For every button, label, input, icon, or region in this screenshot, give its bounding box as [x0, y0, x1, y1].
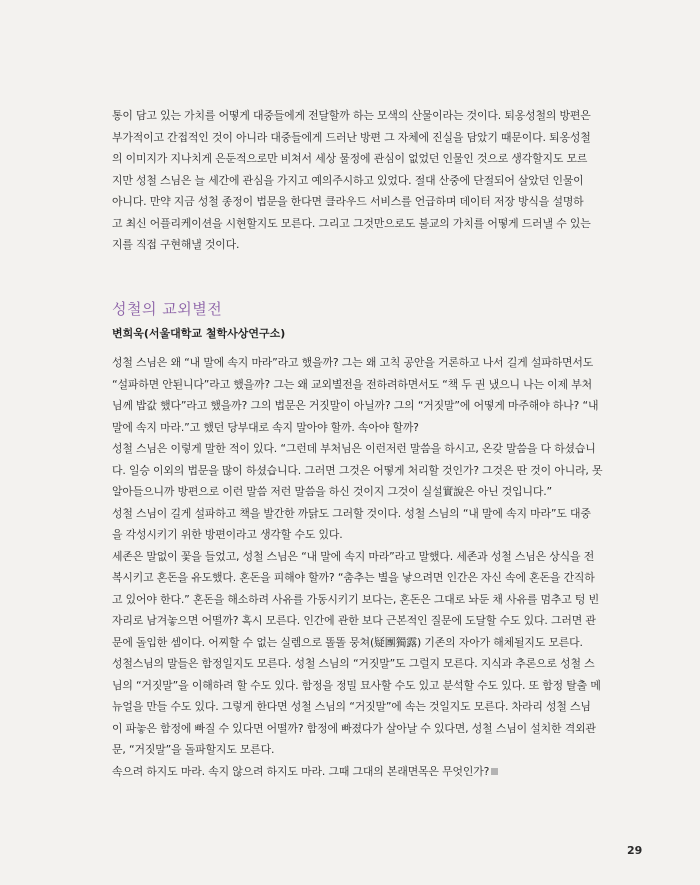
text-line: 문에 돌입한 셈이다. 어찌할 수 없는 실렘으로 똘똘 뭉쳐(疑團獨露) 기존의 자아가 해체될지도 모른다.	[112, 635, 583, 649]
text-line: 고 있어야 한다.” 혼돈을 해소하려 사유를 가동시키기 보다는, 혼돈은 그대로 놔둔 채 사유를 멈추고 텅 빈	[112, 592, 599, 606]
text-line: 알아들으니까 방편으로 이런 말씀 저런 말씀을 하신 것이지 그것이 실설實說은 아닌 것입니다.”	[112, 485, 553, 498]
page-number: 29	[627, 844, 643, 857]
text-line: 님의 “거짓말”을 이해하려 할 수도 있다. 함정을 정밀 묘사할 수도 있고 분석할 수도 있다. 또 함정 탈출 메	[112, 678, 601, 692]
text-line: “설파하면 안된니다”라고 했을까? 그는 왜 교외별전을 전하려하면서도 “책 두 권 냈으니 나는 이제 부처	[112, 377, 592, 391]
body-paragraph	[112, 352, 626, 782]
text-line: 문, “거짓말”을 돌파할지도 모른다.	[112, 743, 275, 756]
text-line: 님께 밥값 했다”라고 했을까? 그의 법문은 거짓말이 아닐까? 그의 “거짓말”에 어떻게 마주해야 하나? “내	[112, 399, 599, 412]
intro-paragraph	[112, 105, 626, 256]
text-line: 지를 직접 구현해낼 것이다.	[112, 238, 240, 251]
text-line: 고 최신 어플리케이션을 시현할지도 모른다. 그리고 그것만으로도 불교의 가치를 어떻게 드러낼 수 있는	[112, 216, 591, 230]
text-line: 복시키고 혼돈을 유도했다. 혼돈을 피해야 할까? “춤추는 별을 낳으려면 인간은 자신 속에 혼돈을 간직하	[112, 571, 595, 584]
text-line: 자리로 남겨놓으면 어떨까? 혹시 모른다. 인간에 관한 보다 근본적인 질문에 도달할 수도 있다. 그러면 관	[112, 614, 596, 627]
last-line	[112, 761, 626, 783]
text-line: 성철 스님이 길게 설파하고 책을 발간한 까닭도 그러할 것이다. 성철 스님의 “내 말에 속지 마라”도 대중	[112, 506, 591, 520]
text-line: 통이 담고 있는 가치를 어떻게 대중들에게 전달할까 하는 모색의 산물이라는 것이다. 퇴옹성철의 방편은	[112, 109, 591, 122]
text-line: 다. 일승 이외의 법문을 많이 하셨습니다. 그러면 그것은 어떻게 처리할 것인가? 그것은 딴 것이 아니라, 못	[112, 463, 603, 477]
end-mark-icon	[491, 768, 498, 775]
text-line: 뉴얼을 만들 수도 있다. 그렇게 한다면 성철 스님의 “거짓말”에 속는 것일지도 모른다. 차라리 성철 스님	[112, 700, 591, 713]
text-line: 이 파놓은 함정에 빠질 수 있다면 어떨까? 함정에 빠졌다가 살아날 수 있다면, 성철 스님이 설치한 격외관	[112, 721, 596, 735]
text-line: 속으려 하지도 마라. 속지 않으려 하지도 마라. 그때 그대의 본래면목은 무엇인가?	[112, 764, 490, 778]
text-line: 말에 속지 마라.”고 했던 당부대로 속지 말아야 할까. 속아야 할까?	[112, 420, 419, 434]
author-line: 변희욱(서울대학교 철학사상연구소)	[112, 327, 286, 340]
text-line: 의 이미지가 지나치게 은둔적으로만 비쳐서 세상 물정에 관심이 없었던 인물인 것으로 생각할지도 모르	[112, 152, 588, 165]
text-line: 을 각성시키기 위한 방편이라고 생각할 수도 있다.	[112, 528, 343, 541]
text-line: 지만 성철 스님은 늘 세간에 관심을 가지고 예의주시하고 있었다. 절대 산중에 단절되어 살았던 인물이	[112, 173, 584, 187]
text-line: 세존은 말없이 꽃을 들었고, 성철 스님은 “내 말에 속지 마라”라고 말했다. 세존과 성철 스님은 상식을 전	[112, 549, 595, 563]
text-line: 아니다. 만약 지금 성철 종정이 법문을 한다면 클라우드 서비스를 언급하며 데이터 저장 방식을 설명하	[112, 195, 584, 208]
text-line: 부가적이고 간접적인 것이 아니라 대중들에게 드러난 방편 그 자체에 진실을 담았기 때문이다. 퇴옹성철	[112, 130, 591, 144]
text-line: 성철스님의 말들은 함정일지도 모른다. 성철 스님의 “거짓말”도 그럴지 모른다. 지식과 추론으로 성철 스	[112, 657, 595, 670]
text-line: 성철 스님은 이렇게 말한 적이 있다. “그런데 부처님은 이런저런 말씀을 하시고, 온갖 말씀을 다 하셨습니	[112, 442, 596, 455]
text-line: 성철 스님은 왜 “내 말에 속지 마라”라고 했을까? 그는 왜 고칙 공안을 거론하고 나서 길게 설파하면서도	[112, 356, 594, 369]
section-title: 성철의 교외별전	[112, 300, 223, 318]
